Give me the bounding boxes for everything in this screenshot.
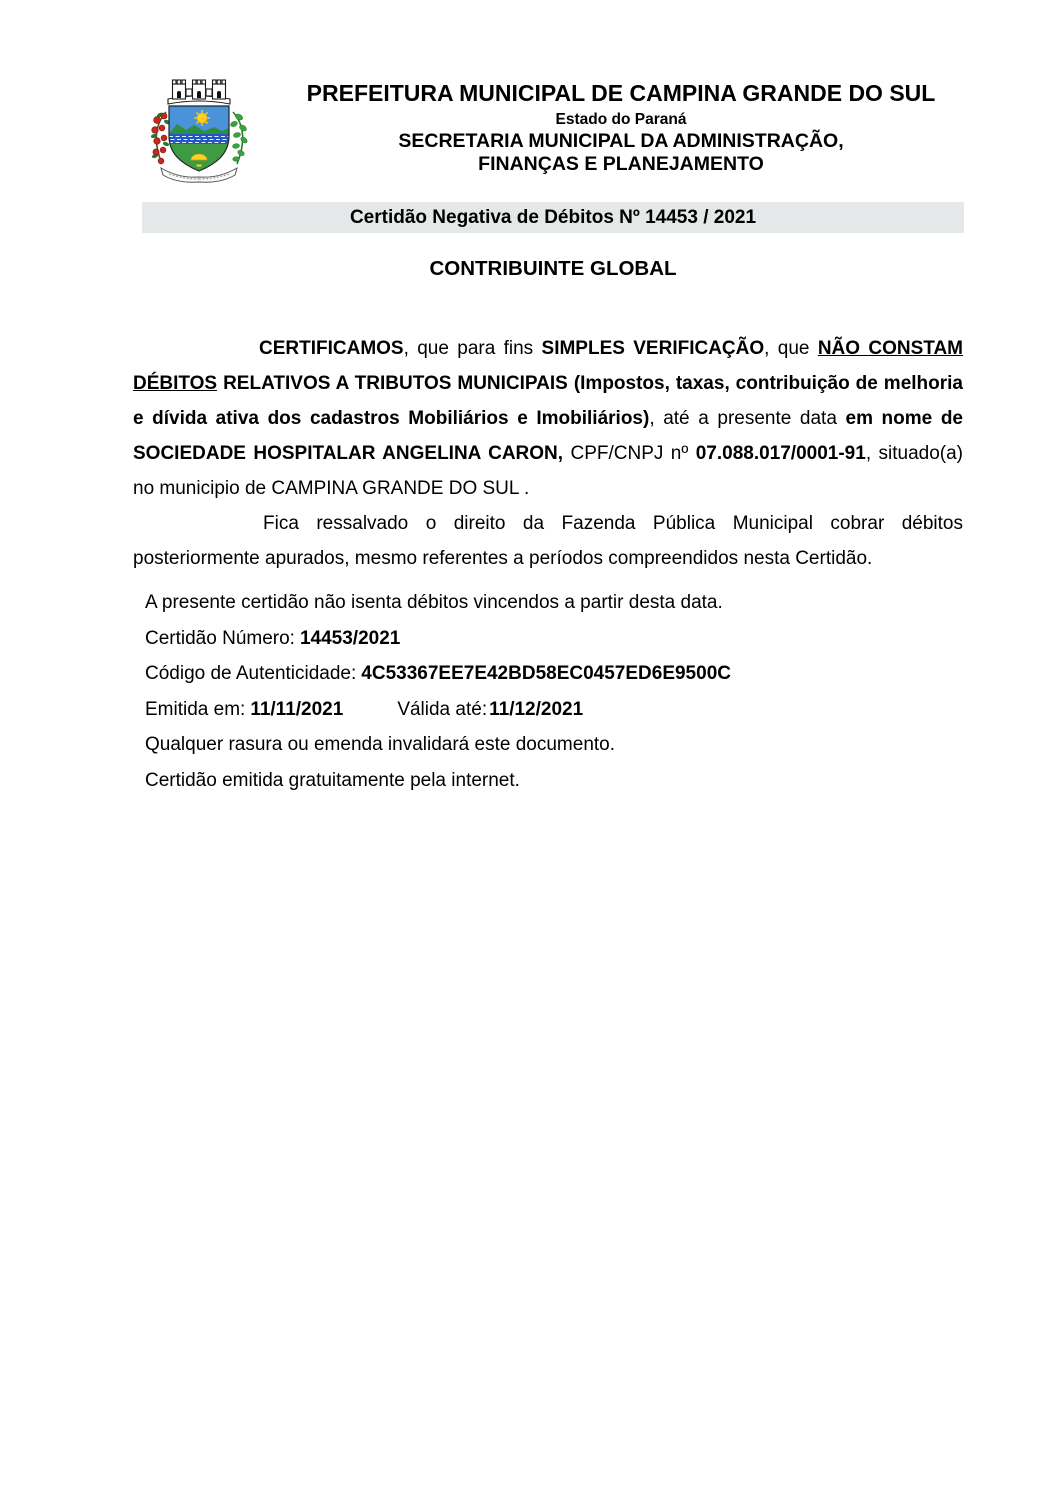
auth-code-label: Código de Autenticidade:: [145, 663, 357, 684]
secretariat-line2: FINANÇAS E PLANEJAMENTO: [478, 153, 764, 175]
auth-code-line: [145, 656, 963, 692]
note-rasura: Qualquer rasura ou emenda invalidará este documento.: [145, 734, 616, 755]
secretariat-line1: SECRETARIA MUNICIPAL DA ADMINISTRAÇÃO,: [398, 130, 844, 152]
municipality-title: PREFEITURA MUNICIPAL DE CAMPINA GRANDE DO SUL: [306, 80, 936, 106]
issued-date: 11/11/2021: [250, 698, 344, 720]
dates-line: [145, 692, 963, 728]
certification-paragraph: CERTIFICAMOS, que para fins SIMPLES VERIFICAÇÃO, que NÃO CONSTAM DÉBITOS RELATIVOS A TRIBUTOS MUNICIPAIS (Impostos, taxas, contribuição de melhoria e dívida ativa dos cadastros Mobiliários e Imobiliários), até a presente data em nome de SOCIEDADE HOSPITALAR ANGELINA CARON, CPF/CNPJ nº 07.088.017/0001-91, situado(a) no municipio de CAMPINA GRANDE DO SUL .: [133, 338, 964, 499]
note-internet: Certidão emitida gratuitamente pela internet.: [145, 769, 520, 791]
certificate-number-line: [145, 621, 963, 657]
certificate-title-banner: Certidão Negativa de Débitos Nº 14453 / 2021: [142, 202, 964, 233]
document-header: [252, 80, 990, 176]
certificate-number-value: 14453/2021: [299, 627, 401, 649]
taxpayer-type-title: CONTRIBUINTE GLOBAL: [429, 257, 677, 280]
reservation-paragraph: Fica ressalvado o direito da Fazenda Pública Municipal cobrar débitos posteriormente apurados, mesmo referentes a períodos compreendidos nesta Certidão.: [133, 513, 963, 569]
municipal-coat-of-arms-icon: [149, 76, 250, 183]
issued-label: Emitida em:: [145, 698, 246, 720]
valid-date: 11/12/2021: [489, 698, 584, 720]
certificate-number-label: Certidão Número:: [145, 627, 295, 649]
auth-code-value: 4C53367EE7E42BD58EC0457ED6E9500C: [361, 663, 731, 684]
certificate-details: [145, 585, 963, 798]
state-subtitle: Estado do Paraná: [555, 111, 687, 128]
valid-label: Válida até:: [397, 698, 488, 720]
note-vincendos: A presente certidão não isenta débitos vincendos a partir desta data.: [145, 592, 723, 613]
